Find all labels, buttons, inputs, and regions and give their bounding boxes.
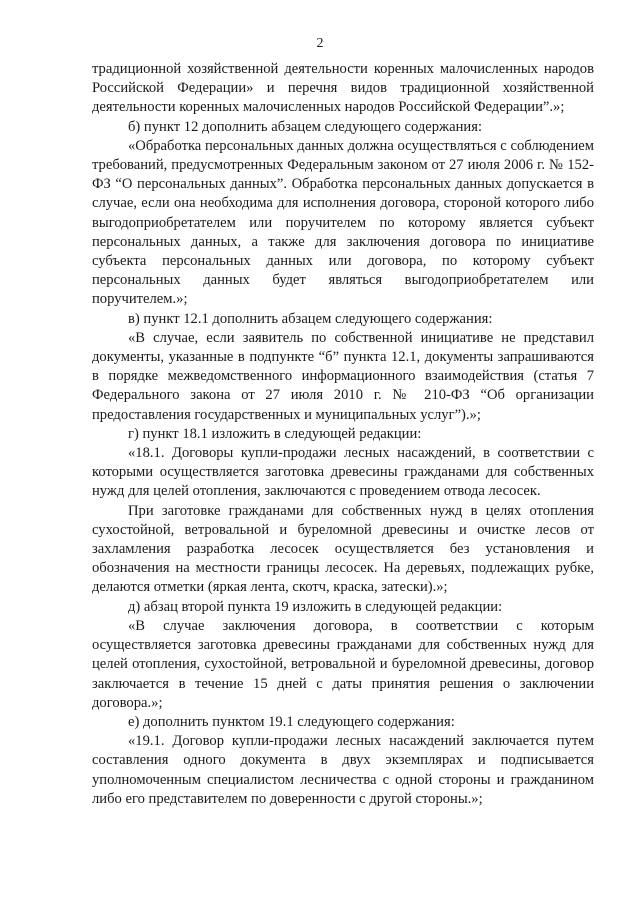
- paragraph-item-d: д) абзац второй пункта 19 изложить в следующей редакции:: [128, 598, 503, 615]
- paragraph-item-b: б) пункт 12 дополнить абзацем следующего содержания:: [128, 118, 483, 135]
- paragraph-item-g: г) пункт 18.1 изложить в следующей редакции:: [128, 425, 422, 442]
- paragraph-18-1-quote: «18.1. Договоры купли-продажи лесных насаждений, в соответствии с которыми осуществляется заготовка древесины гражданами для собственных нужд для целей отопления, заключаются с проведением отвода лесосек.: [92, 445, 594, 500]
- paragraph-19-1-quote: «19.1. Договор купли-продажи лесных насаждений заключается путем составления одного документа в двух экземплярах и подписывается уполномоченным специалистом лесничества с одной стороны и гражданином либо его представителем по доверенности с другой стороны.»;: [92, 733, 594, 807]
- paragraph-harvesting-quote: При заготовке гражданами для собственных нужд в целях отопления сухостойной, ветровальной и буреломной древесины и очистке лесов от захламления разработка лесосек осуществляется без установления и обозначения на местности границы лесосек. На деревьях, подлежащих рубке, делаются отметки (яркая лента, скотч, краска, затески).»;: [92, 502, 594, 596]
- paragraph-item-e: е) дополнить пунктом 19.1 следующего содержания:: [128, 713, 455, 730]
- paragraph-contract-quote: «В случае заключения договора, в соответствии с которым осуществляется заготовка древесины гражданами для собственных нужд для целей отопления, сухостойной, ветровальной и буреломной древесины, договор заключается в течение 15 дней с даты принятия решения о заключении договора.»;: [92, 617, 594, 711]
- page-number: 2: [316, 36, 324, 51]
- paragraph-continuation: традиционной хозяйственной деятельности коренных малочисленных народов Российской Федерации» и перечня видов традиционной хозяйственной деятельности коренных малочисленных народов Российской Федерации”.»;: [92, 61, 594, 116]
- paragraph-personal-data-quote: «Обработка персональных данных должна осуществляться с соблюдением требований, предусмотренных Федеральным законом от 27 июля 2006 г. № 152-ФЗ “О персональных данных”. Обработка персональных данных допускается в случае, если она необходима для исполнения договора, стороной которого либо выгодоприобретателем или поручителем по которому является субъект персональных данных, а также для заключения договора по инициативе субъекта персональных данных или договора, по которому субъект персональных данных будет являться выгодоприобретателем или поручителем.»;: [92, 137, 594, 308]
- paragraph-item-v: в) пункт 12.1 дополнить абзацем следующего содержания:: [128, 310, 493, 327]
- paragraph-documents-quote: «В случае, если заявитель по собственной инициативе не представил документы, указанные в подпункте “б” пункта 12.1, документы запрашиваются в порядке межведомственного информационного взаимодействия (статья 7 Федерального закона от 27 июля 2010 г. № 210-ФЗ “Об организации предоставления государственных и муниципальных услуг”).»;: [92, 329, 594, 423]
- document-body: [92, 60, 594, 809]
